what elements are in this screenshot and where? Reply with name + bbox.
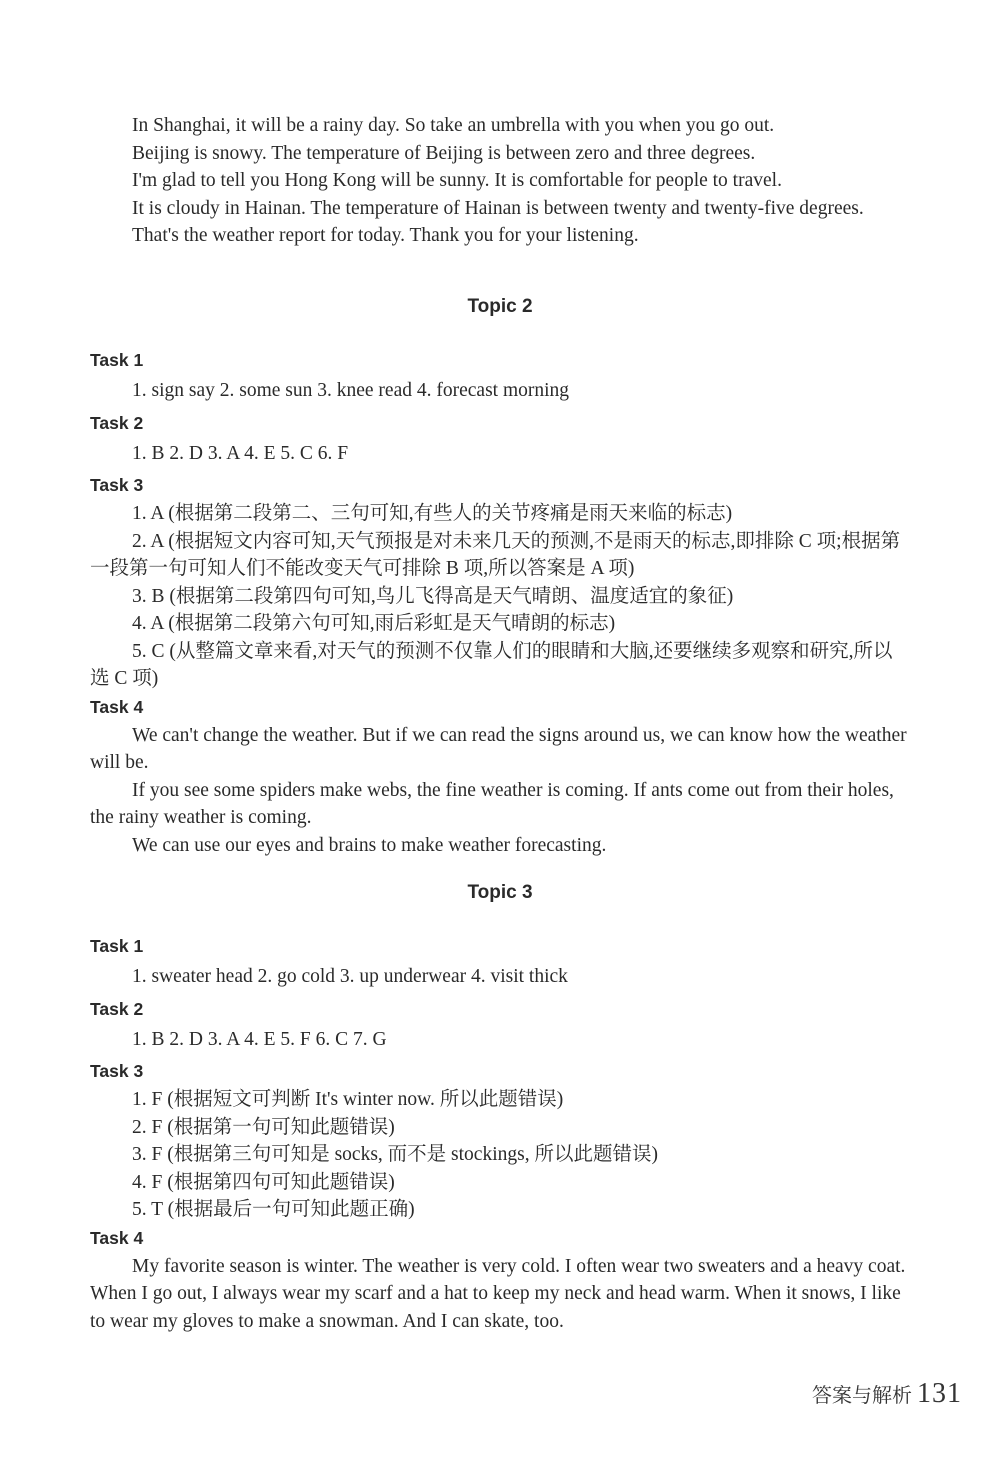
task-heading: Task 3 bbox=[90, 1061, 144, 1081]
intro-line: In Shanghai, it will be a rainy day. So take an umbrella with you when you go out. bbox=[132, 115, 775, 136]
task-item: 1. A (根据第二段第二、三句可知,有些人的关节疼痛是雨天来临的标志) bbox=[132, 503, 733, 524]
task-heading: Task 2 bbox=[90, 998, 144, 1019]
task-answers: 1. B 2. D 3. A 4. E 5. F 6. C 7. G bbox=[132, 1028, 387, 1050]
footer-label: 答案与解析 bbox=[812, 1385, 912, 1407]
task-paragraph: We can use our eyes and brains to make weather forecasting. bbox=[132, 834, 607, 856]
task-paragraph: We can't change the weather. But if we can read the signs around us, we can know how the weather will be. bbox=[90, 724, 907, 773]
task-item: 3. F (根据第三句可知是 socks, 而不是 stockings, 所以此题错误) bbox=[132, 1144, 658, 1165]
topic-title: Topic 2 bbox=[467, 296, 533, 317]
topic-title: Topic 3 bbox=[467, 882, 533, 903]
topic-2-section bbox=[90, 296, 910, 859]
intro-line: I'm glad to tell you Hong Kong will be sunny. It is comfortable for people to travel. bbox=[132, 170, 782, 191]
task-heading: Task 3 bbox=[90, 475, 144, 495]
page-number: 131 bbox=[917, 1378, 962, 1409]
task-heading: Task 4 bbox=[90, 696, 144, 717]
task-heading: Task 1 bbox=[90, 350, 144, 370]
task-heading: Task 4 bbox=[90, 1227, 144, 1248]
task-item: 1. F (根据短文可判断 It's winter now. 所以此题错误) bbox=[132, 1089, 564, 1110]
task-item: 2. A (根据短文内容可知,天气预报是对未来几天的预测,不是雨天的标志,即排除 C 项;根据第一段第一句可知人们不能改变天气可排除 B 项,所以答案是 A 项) bbox=[90, 530, 901, 579]
task-item: 3. B (根据第二段第四句可知,鸟儿飞得高是天气晴朗、温度适宜的象征) bbox=[132, 585, 734, 607]
task-heading: Task 1 bbox=[90, 936, 144, 956]
task-answers: 1. sign say 2. some sun 3. knee read 4. forecast morning bbox=[132, 380, 570, 401]
task-item: 2. F (根据第一句可知此题错误) bbox=[132, 1116, 395, 1138]
task-answers: 1. sweater head 2. go cold 3. up underwear 4. visit thick bbox=[132, 966, 568, 987]
task-heading: Task 2 bbox=[90, 412, 144, 433]
topic-3-section bbox=[90, 882, 910, 1335]
task-paragraph: If you see some spiders make webs, the fine weather is coming. If ants come out from their holes, the rainy weather is coming. bbox=[90, 779, 894, 828]
task-item: 5. T (根据最后一句可知此题正确) bbox=[132, 1199, 415, 1220]
task-item: 4. A (根据第二段第六句可知,雨后彩虹是天气晴朗的标志) bbox=[132, 613, 616, 634]
intro-line: It is cloudy in Hainan. The temperature of Hainan is between twenty and twenty-five degrees. bbox=[132, 197, 864, 219]
intro-line: Beijing is snowy. The temperature of Beijing is between zero and three degrees. bbox=[132, 142, 756, 164]
task-item: 4. F (根据第四句可知此题错误) bbox=[132, 1171, 395, 1193]
intro-line: That's the weather report for today. Thank you for your listening. bbox=[132, 225, 639, 246]
page-footer bbox=[812, 1378, 962, 1410]
task-paragraph: My favorite season is winter. The weather is very cold. I often wear two sweaters and a heavy coat. When I go out, I always wear my scarf and a hat to keep my neck and head warm. When it snows, I like to wear my gloves to make a snowman. And I can skate, too. bbox=[90, 1255, 906, 1332]
intro-text bbox=[90, 112, 910, 250]
task-item: 5. C (从整篇文章来看,对天气的预测不仅靠人们的眼睛和大脑,还要继续多观察和研究,所以选 C 项) bbox=[90, 640, 893, 689]
task-answers: 1. B 2. D 3. A 4. E 5. C 6. F bbox=[132, 442, 349, 464]
